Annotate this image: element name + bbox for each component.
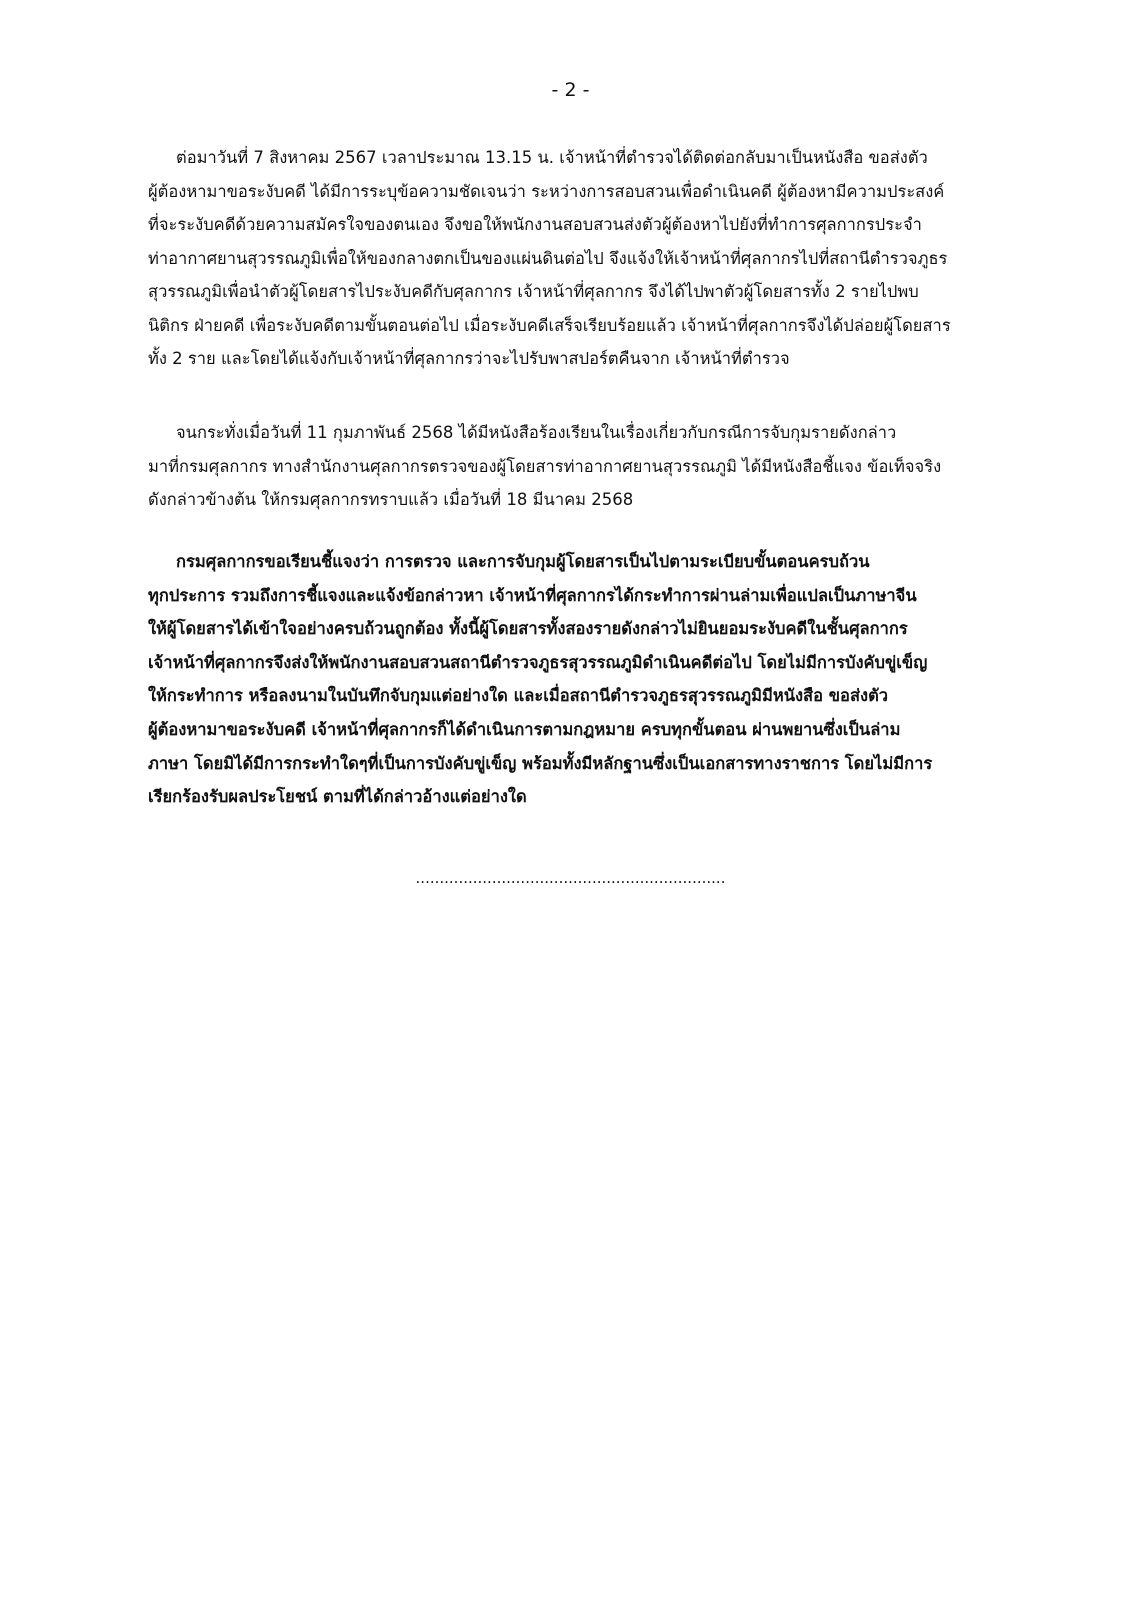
paragraph-line: ภาษา โดยมิได้มีการกระทำใดๆที่เป็นการบังคับขู่เข็ญ พร้อมทั้งมีหลักฐานซึ่งเป็นเอกสารทางราชการ โดยไม่มีการ xyxy=(148,753,933,773)
paragraph-line: ให้กระทำการ หรือลงนามในบันทึกจับกุมแต่อย่างใด และเมื่อสถานีตำรวจภูธรสุวรรณภูมิมีหนังสือ ขอส่งตัว xyxy=(148,686,889,706)
paragraph-line: ท่าอากาศยานสุวรรณภูมิเพื่อให้ของกลางตกเป็นของแผ่นดินต่อไป จึงแจ้งให้เจ้าหน้าที่ศุลกากรไปที่สถานีตำรวจภูธร xyxy=(148,248,948,268)
paragraph-line: ดังกล่าวข้างต้น ให้กรมศุลกากรทราบแล้ว เมื่อวันที่ 18 มีนาคม 2568 xyxy=(148,490,634,509)
paragraph-line: ทุกประการ รวมถึงการชี้แจงและแจ้งข้อกล่าวหา เจ้าหน้าที่ศุลกากรได้กระทำการผ่านล่ามเพื่อแปลเป็นภาษาจีน xyxy=(148,585,917,605)
paragraph-police-contact xyxy=(148,141,1028,376)
paragraph-line: เจ้าหน้าที่ศุลกากรจึงส่งให้พนักงานสอบสวนสถานีตำรวจภูธรสุวรรณภูมิดำเนินคดีต่อไป โดยไม่มีการบังคับขู่เข็ญ xyxy=(148,652,928,672)
paragraph-line: จนกระทั่งเมื่อวันที่ 11 กุมภาพันธ์ 2568 ได้มีหนังสือร้องเรียนในเรื่องเกี่ยวกับกรณีการจับกุมรายดังกล่าว xyxy=(176,423,897,442)
paragraph-line: ผู้ต้องหามาขอระงับคดี ได้มีการระบุข้อความชัดเจนว่า ระหว่างการสอบสวนเพื่อดำเนินคดี ผู้ต้องหามีความประสงค์ xyxy=(148,181,945,201)
paragraph-line: ทั้ง 2 ราย และโดยได้แจ้งกับเจ้าหน้าที่ศุลกากรว่าจะไปรับพาสปอร์ตคืนจาก เจ้าหน้าที่ตำรวจ xyxy=(148,349,790,368)
paragraph-line: ที่จะระงับคดีด้วยความสมัครใจของตนเอง จึงขอให้พนักงานสอบสวนส่งตัวผู้ต้องหาไปยังที่ทำการศุลกากรประจำ xyxy=(148,215,922,234)
paragraph-line: มาที่กรมศุลกากร ทางสำนักงานศุลกากรตรวจของผู้โดยสารท่าอากาศยานสุวรรณภูมิ ได้มีหนังสือชี้แจง ข้อเท็จจริง xyxy=(148,456,942,476)
closing-dotted-line: ................................................................. xyxy=(415,869,726,887)
page-number: - 2 - xyxy=(551,79,590,101)
paragraph-line: ให้ผู้โดยสารได้เข้าใจอย่างครบถ้วนถูกต้อง ทั้งนี้ผู้โดยสารทั้งสองรายดังกล่าวไม่ยินยอมระงับคดีในชั้นศุลกากร xyxy=(148,619,908,639)
paragraph-customs-clarification xyxy=(148,545,1028,814)
paragraph-complaint xyxy=(148,416,1028,517)
paragraph-line: เรียกร้องรับผลประโยชน์ ตามที่ได้กล่าวอ้างแต่อย่างใด xyxy=(148,787,527,807)
paragraph-line: ผู้ต้องหามาขอระงับคดี เจ้าหน้าที่ศุลกากรก็ได้ดำเนินการตามกฎหมาย ครบทุกขั้นตอน ผ่านพยานซึ่งเป็นล่าม xyxy=(148,719,901,739)
paragraph-line: นิติกร ฝ่ายคดี เพื่อระงับคดีตามขั้นตอนต่อไป เมื่อระงับคดีเสร็จเรียบร้อยแล้ว เจ้าหน้าที่ศุลกากรจึงได้ปล่อยผู้โดยสาร xyxy=(148,315,951,335)
paragraph-line: กรมศุลกากรขอเรียนชี้แจงว่า การตรวจ และการจับกุมผู้โดยสารเป็นไปตามระเบียบขั้นตอนครบถ้วน xyxy=(176,552,870,571)
paragraph-line: ต่อมาวันที่ 7 สิงหาคม 2567 เวลาประมาณ 13.15 น. เจ้าหน้าที่ตำรวจได้ติดต่อกลับมาเป็นหนังสือ ขอส่งตัว xyxy=(176,148,928,167)
paragraph-line: สุวรรณภูมิเพื่อนำตัวผู้โดยสารไประงับคดีกับศุลกากร เจ้าหน้าที่ศุลกากร จึงได้ไปพาตัวผู้โดยสารทั้ง 2 รายไปพบ xyxy=(148,282,919,301)
